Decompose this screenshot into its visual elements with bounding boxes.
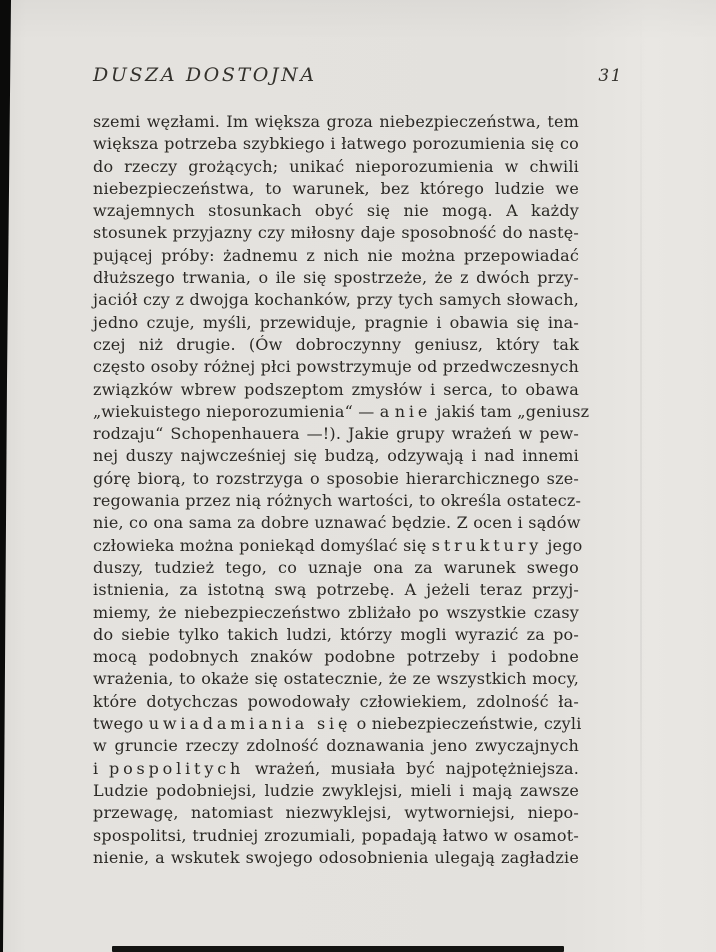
text-line xyxy=(93,267,579,289)
text-segment: miemy, że niebezpieczeństwo zbliżało po wszystkie czasy xyxy=(93,602,579,622)
scan-edge-left xyxy=(0,0,14,952)
text-line xyxy=(93,668,579,690)
text-line xyxy=(93,579,579,601)
text-line xyxy=(93,401,590,423)
text-line xyxy=(93,825,579,847)
page-number: 31 xyxy=(598,66,623,86)
text-line xyxy=(93,423,579,445)
text-line xyxy=(93,200,579,222)
text-line xyxy=(93,312,579,334)
text-line xyxy=(93,646,579,668)
text-line xyxy=(93,735,579,757)
text-segment: duszy, tudzież tego, co uznaje ona za warunek swego xyxy=(93,557,579,577)
text-segment: do siebie tylko takich ludzi, którzy mogli wyrazić za po- xyxy=(93,624,579,644)
text-line xyxy=(93,178,579,200)
emphasized-spaced-text: nie xyxy=(394,401,432,421)
text-segment: Ludzie podobniejsi, ludzie zwyklejsi, mieli i mają zawsze xyxy=(93,780,579,800)
text-segment: jakiś tam „geniusz xyxy=(431,401,590,421)
text-segment: „wiekuistego nieporozumienia“ — a xyxy=(93,401,395,421)
text-line xyxy=(93,468,579,490)
text-segment: czej niż drugie. (Ów dobroczynny geniusz, który tak xyxy=(93,334,579,354)
text-segment: jedno czuje, myśli, przewiduje, pragnie i obawia się ina- xyxy=(93,312,579,332)
text-segment: stosunek przyjazny czy miłosny daje sposobność do nastę- xyxy=(93,223,579,243)
body-text xyxy=(93,111,590,869)
scan-edge-bottom-bar xyxy=(112,946,564,952)
text-segment: i xyxy=(93,758,109,778)
text-line xyxy=(93,802,579,824)
text-line xyxy=(93,445,579,467)
text-segment: przewagę, natomiast niezwyklejsi, wytworniejsi, niepo- xyxy=(93,803,579,823)
emphasized-spaced-text: struktury xyxy=(431,535,543,555)
text-segment: nie, co ona sama za dobre uznawać będzie. Z ocen i sądów xyxy=(93,513,581,533)
text-line xyxy=(93,111,579,133)
text-segment: spospolitsi, trudniej zrozumiali, popadają łatwo w osamot- xyxy=(93,825,579,845)
text-line xyxy=(93,535,583,557)
text-segment: jaciół czy z dwojga kochanków, przy tych samych słowach, xyxy=(93,290,579,310)
text-line xyxy=(93,289,579,311)
text-segment: jego xyxy=(542,535,583,555)
text-segment: dłuższego trwania, o ile się spostrzeże, że z dwóch przy- xyxy=(93,268,579,288)
text-line xyxy=(93,624,579,646)
running-title: DUSZA DOSTOJNA xyxy=(93,64,317,86)
text-line xyxy=(93,713,582,735)
text-line xyxy=(93,602,579,624)
emphasized-spaced-text: uwiadamiania się xyxy=(148,714,352,734)
text-line xyxy=(93,512,579,534)
text-line xyxy=(93,356,579,378)
text-line xyxy=(93,490,582,512)
text-line xyxy=(93,379,579,401)
text-segment: do rzeczy grożących; unikać nieporozumienia w chwili xyxy=(93,156,579,176)
text-line xyxy=(93,758,579,780)
text-segment: nej duszy najwcześniej się budzą, odzywają i nad innemi xyxy=(93,446,579,466)
paper-crease xyxy=(640,0,642,952)
text-line xyxy=(93,222,579,244)
text-segment: wrażeń, musiała być najpotężniejsza. xyxy=(244,758,579,778)
text-segment: nienie, a wskutek swojego odosobnienia ulegają zagładzie xyxy=(93,847,579,867)
text-segment: niebezpieczeństwa, to warunek, bez którego ludzie we xyxy=(93,178,579,198)
text-line xyxy=(93,156,579,178)
text-segment: regowania przez nią różnych wartości, to określa ostatecz- xyxy=(93,491,582,511)
text-segment: mocą podobnych znaków podobne potrzeby i podobne xyxy=(93,647,579,667)
text-line xyxy=(93,557,579,579)
text-line xyxy=(93,780,579,802)
text-line xyxy=(93,847,579,869)
text-segment: człowieka można poniekąd domyślać się xyxy=(93,535,432,555)
text-line xyxy=(93,133,579,155)
text-segment: w gruncie rzeczy zdolność doznawania jeno zwyczajnych xyxy=(93,736,579,756)
emphasized-spaced-text: pospolitych xyxy=(108,758,245,778)
text-segment: rodzaju“ Schopenhauera —!). Jakie grupy wrażeń w pew- xyxy=(93,424,579,444)
text-segment: większa potrzeba szybkiego i łatwego porozumienia się co xyxy=(93,134,579,154)
text-line xyxy=(93,334,579,356)
text-segment: szemi węzłami. Im większa groza niebezpieczeństwa, tem xyxy=(93,112,579,131)
text-segment: górę biorą, to rozstrzyga o sposobie hierarchicznego sze- xyxy=(93,468,579,488)
text-line xyxy=(93,245,579,267)
text-segment: które dotychczas powodowały człowiekiem, zdolność ła- xyxy=(93,691,579,711)
running-head xyxy=(93,64,623,86)
text-segment: wzajemnych stosunkach obyć się nie mogą. A każdy xyxy=(93,201,579,221)
text-segment: o niebezpieczeństwie, czyli xyxy=(351,714,582,734)
text-segment: często osoby różnej płci powstrzymuje od przedwczesnych xyxy=(93,357,579,377)
text-segment: związków wbrew podszeptom zmysłów i serca, to obawa xyxy=(93,379,579,399)
text-segment: istnienia, za istotną swą potrzebę. A jeżeli teraz przyj- xyxy=(93,580,579,600)
text-segment: twego xyxy=(93,714,149,734)
text-line xyxy=(93,691,579,713)
text-segment: pującej próby: żadnemu z nich nie można przepowiadać xyxy=(93,245,579,265)
text-segment: wrażenia, to okaże się ostatecznie, że ze wszystkich mocy, xyxy=(93,669,579,689)
